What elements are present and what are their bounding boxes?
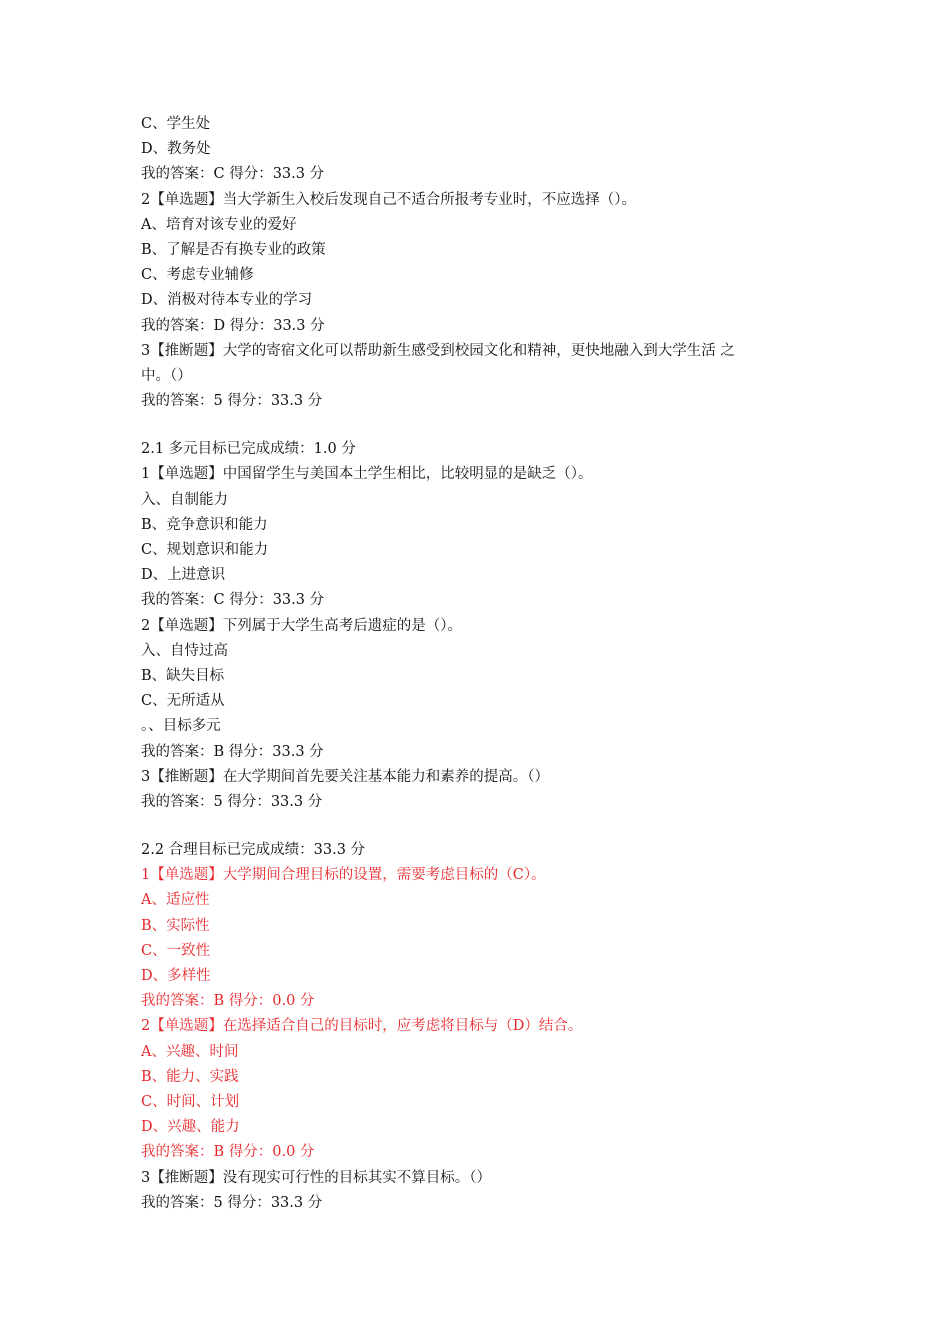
option-b: B、竞争意识和能力 <box>141 516 268 533</box>
question-stem: 2【单选题】下列属于大学生高考后遗症的是（）。 <box>141 617 462 634</box>
option-d: 。、目标多元 <box>141 718 221 735</box>
option-c: C、无所适从 <box>141 693 225 710</box>
question-stem: 1【单选题】大学期间合理目标的设置，需要考虑目标的（C）。 <box>141 867 546 884</box>
my-answer: 我的答案：5 得分：33.3 分 <box>141 793 323 810</box>
question-stem: 2【单选题】当大学新生入校后发现自己不适合所报考专业时，不应选择（）。 <box>141 191 636 208</box>
question-stem-continued: 中。（） <box>141 367 192 384</box>
my-answer: 我的答案：C 得分：33.3 分 <box>141 166 325 183</box>
option-d: D、教务处 <box>141 141 211 158</box>
option-c: C、学生处 <box>141 116 211 132</box>
my-answer: 我的答案：C 得分：33.3 分 <box>141 592 325 609</box>
question-stem: 3【推断题】大学的寄宿文化可以帮助新生感受到校园文化和精神，更快地融入到大学生活 之 <box>141 342 735 359</box>
option-c: C、时间、计划 <box>141 1093 240 1110</box>
my-answer: 我的答案：D 得分：33.3 分 <box>141 317 325 334</box>
option-d: D、多样性 <box>141 968 211 984</box>
document-body <box>141 112 821 1216</box>
option-c: C、一致性 <box>141 942 211 959</box>
my-answer: 我的答案：B 得分：0.0 分 <box>141 1144 315 1161</box>
question-stem: 3【推断题】在大学期间首先要关注基本能力和素养的提高。（） <box>141 768 549 785</box>
option-b: B、实际性 <box>141 917 210 934</box>
option-c: C、考虑专业辅修 <box>141 267 254 284</box>
option-b: B、缺失目标 <box>141 667 225 684</box>
question-stem: 3【推断题】没有现实可行性的目标其实不算目标。（） <box>141 1169 491 1186</box>
option-d: D、消极对待本专业的学习 <box>141 292 313 309</box>
option-a: 入、自恃过高 <box>141 642 228 659</box>
my-answer: 我的答案：B 得分：33.3 分 <box>141 743 324 760</box>
my-answer: 我的答案：5 得分：33.3 分 <box>141 1194 323 1211</box>
option-d: D、兴趣、能力 <box>141 1119 240 1136</box>
option-a: A、适应性 <box>141 892 210 909</box>
option-b: B、能力、实践 <box>141 1068 239 1085</box>
section-header: 2.1 多元目标已完成成绩：1.0 分 <box>141 441 356 458</box>
my-answer: 我的答案：B 得分：0.0 分 <box>141 993 315 1010</box>
option-a: A、兴趣、时间 <box>141 1043 239 1060</box>
option-c: C、规划意识和能力 <box>141 542 269 558</box>
section-header: 2.2 合理目标已完成成绩：33.3 分 <box>141 842 366 859</box>
question-stem: 1【单选题】中国留学生与美国本土学生相比，比较明显的是缺乏（）。 <box>141 466 593 483</box>
option-a: 入、自制能力 <box>141 491 228 508</box>
option-b: B、了解是否有换专业的政策 <box>141 241 326 258</box>
option-d: D、上进意识 <box>141 567 226 584</box>
question-stem: 2【单选题】在选择适合自己的目标时，应考虑将目标与（D）结合。 <box>141 1018 583 1035</box>
my-answer: 我的答案：5 得分：33.3 分 <box>141 393 323 410</box>
option-a: A、培育对该专业的爱好 <box>141 216 297 233</box>
